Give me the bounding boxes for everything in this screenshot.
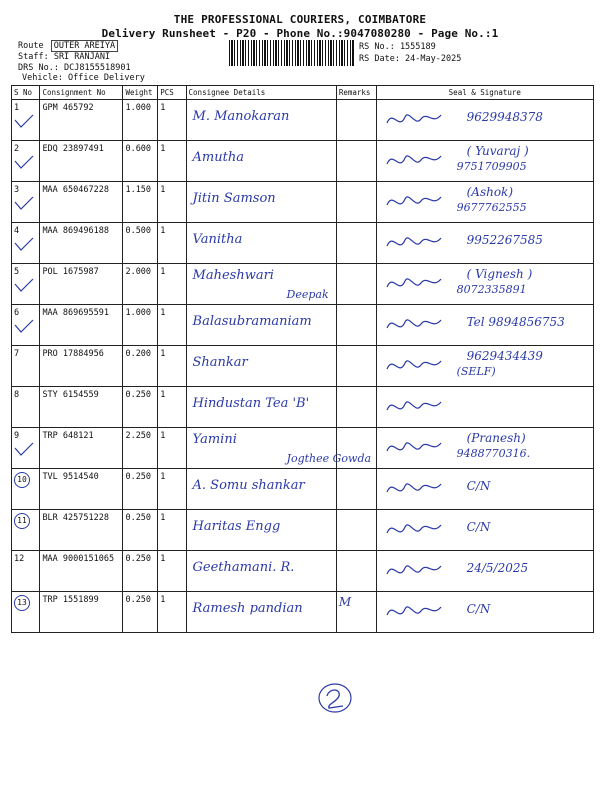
table-row [12,469,594,510]
col-signature: Seal & Signature [376,86,593,100]
checkmark-icon [14,319,34,335]
serial-number: 5 [14,267,20,277]
table-row [12,264,594,305]
consignee-name: Hindustan Tea 'B' [192,396,310,411]
cell-weight: 0.250 [123,469,158,510]
cell-remarks [336,223,376,264]
cell-remarks [336,100,376,141]
signature-scribble [385,515,445,545]
signature-scribble [385,351,445,381]
signature-text-line2: 9488770316. [456,447,531,460]
table-row [12,551,594,592]
signature-scribble [385,310,445,340]
consignee-name-line2: Deepak [286,288,329,301]
table-row [12,100,594,141]
signature-scribble [385,556,445,586]
signature-scribble [385,228,445,258]
col-sno: S No [12,86,40,100]
cell-weight: 2.000 [123,264,158,305]
cell-pcs: 1 [158,305,186,346]
signature-scribble [385,433,445,463]
consignee-name: Vanitha [192,232,243,247]
signature-text: 24/5/2025 [466,561,529,575]
cell-remarks: M [336,592,376,633]
cell-signature [376,387,593,428]
table-row [12,510,594,551]
signature-scribble [385,392,445,422]
col-pcs: PCS [158,86,186,100]
cell-pcs: 1 [158,223,186,264]
table-row [12,346,594,387]
col-consignment: Consignment No [40,86,123,100]
cell-signature [376,510,593,551]
checkmark-icon [14,278,34,294]
serial-number: 10 [14,472,30,488]
cell-pcs: 1 [158,592,186,633]
cell-consignment: BLR 425751228 [40,510,123,551]
checkmark-icon [14,196,34,212]
cell-weight: 0.250 [123,592,158,633]
cell-pcs: 1 [158,510,186,551]
cell-sno [12,469,40,510]
checkmark-icon [14,155,34,171]
cell-consignee [186,469,336,510]
signature-text: C/N [466,520,491,534]
consignee-name: Geethamani. R. [192,560,295,575]
cell-consignee [186,182,336,223]
signature-scribble [385,597,445,627]
cell-consignment: POL 1675987 [40,264,123,305]
cell-pcs: 1 [158,182,186,223]
signature-text-line2: 8072335891 [456,283,527,296]
cell-signature [376,223,593,264]
cell-consignee [186,551,336,592]
consignee-name-line2: Jogthee Gowda [286,452,372,465]
vehicle-line: Vehicle: Office Delivery [22,73,145,83]
cell-sno [12,510,40,551]
cell-pcs: 1 [158,551,186,592]
cell-remarks [336,387,376,428]
cell-remarks [336,469,376,510]
rs-date: RS Date: 24-May-2025 [359,54,462,64]
cell-weight: 1.000 [123,305,158,346]
table-row [12,428,594,469]
cell-sno [12,346,40,387]
cell-signature [376,592,593,633]
cell-consignment: PRO 17884956 [40,346,123,387]
cell-weight: 2.250 [123,428,158,469]
signature-text: Tel 9894856753 [466,315,565,329]
cell-weight: 0.250 [123,510,158,551]
table-row [12,592,594,633]
cell-consignment: TRP 648121 [40,428,123,469]
cell-pcs: 1 [158,100,186,141]
cell-sno [12,223,40,264]
signature-text: C/N [466,479,491,493]
signature-text: ( Vignesh ) [466,267,533,281]
cell-remarks [336,346,376,387]
signature-text: (Ashok) [466,185,514,199]
cell-signature [376,182,593,223]
serial-number: 13 [14,595,30,611]
serial-number: 1 [14,103,20,113]
cell-consignment: GPM 465792 [40,100,123,141]
cell-sno [12,428,40,469]
serial-number: 8 [14,390,20,400]
consignee-name: Maheshwari [192,268,274,283]
cell-signature [376,469,593,510]
serial-number: 12 [14,554,25,564]
cell-pcs: 1 [158,387,186,428]
signature-text: ( Yuvaraj ) [466,144,529,158]
serial-number: 7 [14,349,20,359]
table-header-row [12,86,594,100]
cell-weight: 0.200 [123,346,158,387]
cell-signature [376,305,593,346]
cell-sno [12,182,40,223]
route-label: Route [18,41,44,51]
document-subtitle: Delivery Runsheet - P20 - Phone No.:9047080280 - Page No.:1 [101,27,499,40]
cell-signature [376,141,593,182]
document-title: THE PROFESSIONAL COURIERS, COIMBATORE [173,13,427,26]
cell-sno [12,305,40,346]
cell-remarks [336,182,376,223]
signature-scribble [385,105,445,135]
cell-sno [12,100,40,141]
cell-remarks [336,551,376,592]
cell-weight: 0.250 [123,387,158,428]
cell-consignee [186,305,336,346]
table-row [12,182,594,223]
drs-line: DRS No.: DCJ8155518901 [18,63,131,73]
cell-pcs: 1 [158,346,186,387]
signature-text-line2: 9751709905 [456,160,527,173]
consignee-name: Amutha [192,150,244,165]
cell-consignee [186,510,336,551]
consignee-name: Jitin Samson [192,191,276,206]
cell-consignment: MAA 650467228 [40,182,123,223]
serial-number: 2 [14,144,20,154]
table-row [12,387,594,428]
cell-weight: 1.150 [123,182,158,223]
route-value: OUTER AREIYA [51,40,118,52]
signature-scribble [385,146,445,176]
cell-consignment: MAA 869695591 [40,305,123,346]
cell-consignee [186,223,336,264]
cell-remarks [336,428,376,469]
serial-number: 11 [14,513,30,529]
cell-signature [376,551,593,592]
signature-scribble [385,269,445,299]
cell-remarks [336,141,376,182]
consignee-name: Haritas Engg [192,519,281,534]
signature-text: 9629434439 [466,349,543,363]
cell-consignee [186,141,336,182]
col-consignee: Consignee Details [186,86,336,100]
consignee-name: M. Manokaran [192,109,290,124]
table-row [12,223,594,264]
cell-consignee [186,592,336,633]
cell-signature [376,264,593,305]
route-line [18,40,118,52]
cell-sno [12,264,40,305]
cell-signature [376,346,593,387]
cell-consignment: TVL 9514540 [40,469,123,510]
cell-consignment: MAA 9000151065 [40,551,123,592]
serial-number: 6 [14,308,20,318]
signature-text: (Pranesh) [466,431,526,445]
consignee-name: Yamini [192,432,237,447]
cell-consignee [186,264,336,305]
consignee-name: Balasubramaniam [192,314,312,329]
cell-sno [12,551,40,592]
cell-consignment: STY 6154559 [40,387,123,428]
checkmark-icon [14,442,34,458]
checkmark-icon [14,114,34,130]
cell-consignee [186,387,336,428]
cell-consignment: EDQ 23897491 [40,141,123,182]
cell-signature [376,428,593,469]
signature-text-line2: 9677762555 [456,201,527,214]
rs-no: RS No.: 1555189 [359,42,436,52]
cell-consignment: TRP 1551899 [40,592,123,633]
cell-remarks [336,264,376,305]
signature-text: 9629948378 [466,110,543,124]
cell-sno [12,141,40,182]
serial-number: 4 [14,226,20,236]
col-weight: Weight [123,86,158,100]
cell-remarks [336,510,376,551]
signature-scribble [385,187,445,217]
cell-pcs: 1 [158,264,186,305]
signature-text: 9952267585 [466,233,543,247]
serial-number: 3 [14,185,20,195]
table-row [12,305,594,346]
cell-weight: 0.500 [123,223,158,264]
cell-pcs: 1 [158,428,186,469]
barcode [229,40,355,66]
signature-scribble [385,474,445,504]
signature-text: C/N [466,602,491,616]
checkmark-icon [14,237,34,253]
cell-pcs: 1 [158,141,186,182]
cell-sno [12,592,40,633]
handwritten-mark [315,680,355,716]
cell-consignee [186,346,336,387]
consignee-name: Ramesh pandian [192,601,303,616]
signature-text-line2: (SELF) [456,365,496,378]
consignee-name: Shankar [192,355,248,370]
table-row [12,141,594,182]
cell-signature [376,100,593,141]
cell-weight: 0.250 [123,551,158,592]
col-remarks: Remarks [336,86,376,100]
runsheet-table [11,85,594,633]
serial-number: 9 [14,431,20,441]
cell-consignee [186,428,372,469]
cell-consignee [186,100,336,141]
cell-consignment: MAA 869496188 [40,223,123,264]
cell-weight: 1.000 [123,100,158,141]
staff-line: Staff: SRI RANJANI [18,52,111,62]
cell-sno [12,387,40,428]
consignee-name: A. Somu shankar [192,478,305,493]
cell-weight: 0.600 [123,141,158,182]
cell-pcs: 1 [158,469,186,510]
cell-remarks [336,305,376,346]
